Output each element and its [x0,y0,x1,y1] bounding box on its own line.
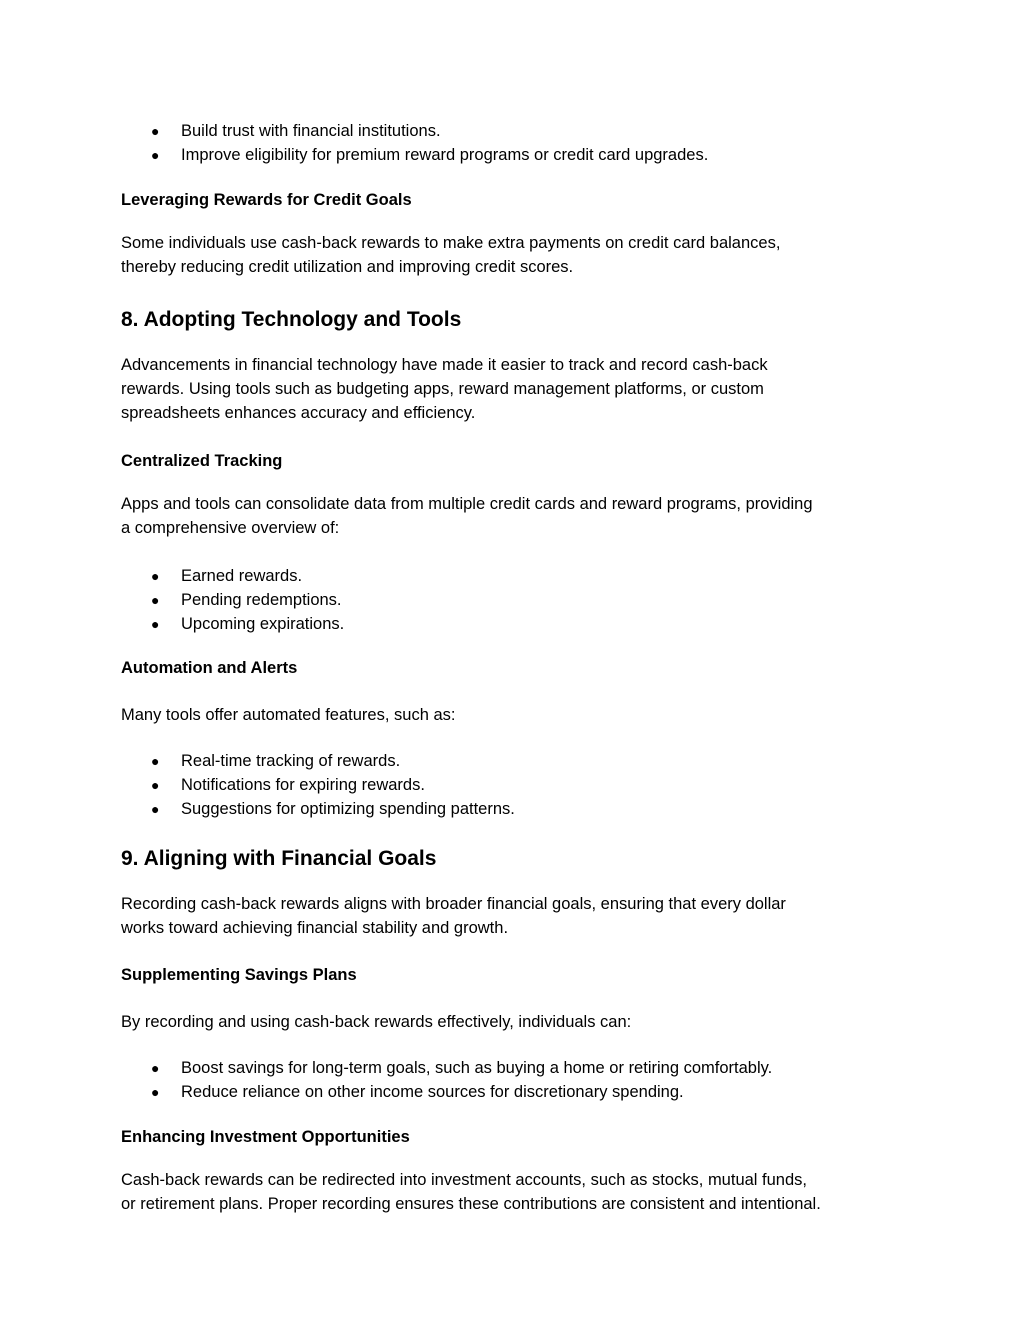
subheading: Centralized Tracking [121,452,283,470]
subheading: Leveraging Rewards for Credit Goals [121,191,412,209]
list-item: ● Improve eligibility for premium reward programs or credit card upgrades. [121,143,708,167]
paragraph: Many tools offer automated features, such as: [121,706,456,724]
bullet-icon: ● [151,801,160,817]
list-item: ● Boost savings for long-term goals, such as buying a home or retiring comfortably. [121,1056,772,1080]
list-item: ● Upcoming expirations. [121,612,344,636]
bullet-icon: ● [151,753,160,769]
paragraph: By recording and using cash-back rewards effectively, individuals can: [121,1013,632,1031]
paragraph: Recording cash-back rewards aligns with broader financial goals, ensuring that every dollar works toward achieving financial stability and growth. [121,895,786,937]
bullet-icon: ● [151,1060,160,1076]
bullet-icon: ● [151,1084,160,1100]
paragraph: Advancements in financial technology have made it easier to track and record cash-back rewards. Using tools such as budgeting apps, reward management platforms, or custom spreadsheets enhances accuracy and efficiency. [121,356,768,422]
paragraph: Apps and tools can consolidate data from multiple credit cards and reward programs, providing a comprehensive overview of: [121,495,813,537]
subheading: Enhancing Investment Opportunities [121,1128,410,1146]
section-heading: 8. Adopting Technology and Tools [121,308,462,331]
paragraph: Cash-back rewards can be redirected into investment accounts, such as stocks, mutual funds, or retirement plans. Proper recording ensures these contributions are consistent and intentional. [121,1171,821,1213]
list-item: ● Earned rewards. [121,564,344,588]
list-item: ● Build trust with financial institutions. [121,119,708,143]
bullet-icon: ● [151,147,160,163]
list-item: ● Real-time tracking of rewards. [121,749,515,773]
bullet-icon: ● [151,592,160,608]
list-item: ● Suggestions for optimizing spending patterns. [121,797,515,821]
bullet-icon: ● [151,568,160,584]
list-item: ● Reduce reliance on other income sources for discretionary spending. [121,1080,772,1104]
list-item: ● Notifications for expiring rewards. [121,773,515,797]
subheading: Supplementing Savings Plans [121,966,357,984]
bullet-list [121,564,344,636]
paragraph: Some individuals use cash-back rewards to make extra payments on credit card balances, thereby reducing credit utilization and improving credit scores. [121,234,781,276]
bullet-list [121,1056,772,1104]
bullet-icon: ● [151,777,160,793]
section-heading: 9. Aligning with Financial Goals [121,847,437,870]
bullet-icon: ● [151,123,160,139]
subheading: Automation and Alerts [121,659,298,677]
bullet-icon: ● [151,616,160,632]
list-item: ● Pending redemptions. [121,588,344,612]
bullet-list [121,119,708,167]
bullet-list [121,749,515,821]
